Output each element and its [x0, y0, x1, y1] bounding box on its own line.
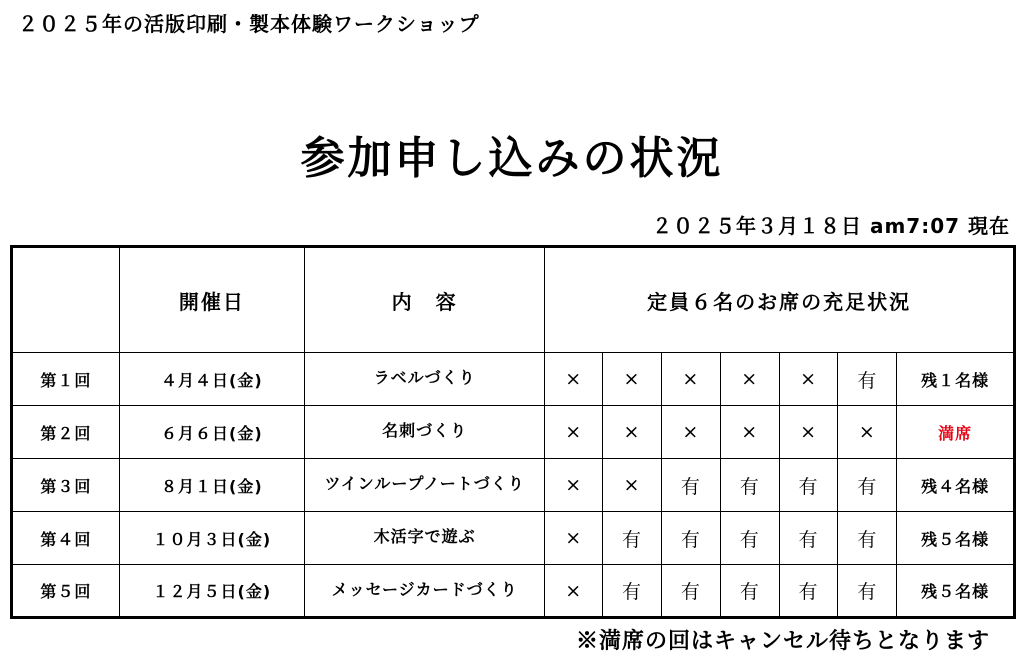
seat-status-cell: × [545, 459, 603, 512]
status-timestamp: ２０２５年３月１８日 am7:07 現在 [651, 214, 1010, 238]
remaining-seats-cell: 残５名様 [897, 512, 1015, 565]
seat-status-cell: × [545, 565, 603, 618]
seat-status-cell: × [603, 459, 662, 512]
table-row [12, 512, 1015, 565]
header-content: 内 容 [305, 247, 545, 353]
date-cell: １２月５日(金) [119, 565, 304, 618]
remaining-seats-cell: 満席 [897, 406, 1015, 459]
session-cell: 第３回 [12, 459, 120, 512]
seat-status-cell: 有 [661, 459, 720, 512]
session-cell: 第４回 [12, 512, 120, 565]
page-title: 参加申し込みの状況 [300, 133, 724, 184]
seat-status-cell: × [545, 512, 603, 565]
seat-status-cell: 有 [838, 353, 897, 406]
seat-status-cell: × [545, 406, 603, 459]
date-cell: ８月１日(金) [119, 459, 304, 512]
seat-status-cell: × [603, 406, 662, 459]
seat-status-cell: 有 [720, 565, 779, 618]
content-cell: 木活字で遊ぶ [305, 512, 545, 565]
seat-status-cell: 有 [720, 512, 779, 565]
seat-status-cell: 有 [720, 459, 779, 512]
seat-status-cell: × [720, 353, 779, 406]
table-row [12, 565, 1015, 618]
seat-status-cell: × [545, 353, 603, 406]
seat-status-cell: × [661, 353, 720, 406]
seat-status-cell: × [779, 406, 838, 459]
waitlist-note: ※満席の回はキャンセル待ちとなります [575, 628, 990, 654]
seat-status-cell: 有 [603, 512, 662, 565]
seat-status-cell: × [838, 406, 897, 459]
event-title: ２０２５年の活版印刷・製本体験ワークショップ [18, 12, 480, 36]
table-row [12, 406, 1015, 459]
session-cell: 第５回 [12, 565, 120, 618]
seat-status-cell: 有 [603, 565, 662, 618]
header-seat-status: 定員６名のお席の充足状況 [545, 247, 1015, 353]
content-cell: ラベルづくり [305, 353, 545, 406]
remaining-seats-cell: 残１名様 [897, 353, 1015, 406]
seat-status-cell: × [720, 406, 779, 459]
seat-status-cell: 有 [779, 459, 838, 512]
table-header-row [12, 247, 1015, 353]
header-date: 開催日 [119, 247, 304, 353]
content-cell: ツインループノートづくり [305, 459, 545, 512]
header-session [12, 247, 120, 353]
session-cell: 第２回 [12, 406, 120, 459]
table-row [12, 353, 1015, 406]
seat-status-cell: 有 [661, 512, 720, 565]
date-cell: ６月６日(金) [119, 406, 304, 459]
seat-status-cell: 有 [779, 512, 838, 565]
seat-status-cell: 有 [779, 565, 838, 618]
date-cell: １０月３日(金) [119, 512, 304, 565]
seat-status-cell: 有 [838, 459, 897, 512]
content-cell: 名刺づくり [305, 406, 545, 459]
seat-status-cell: 有 [661, 565, 720, 618]
content-cell: メッセージカードづくり [305, 565, 545, 618]
seat-status-cell: 有 [838, 565, 897, 618]
remaining-seats-cell: 残４名様 [897, 459, 1015, 512]
seat-status-cell: × [661, 406, 720, 459]
table-row [12, 459, 1015, 512]
reservation-status-table [10, 245, 1016, 619]
seat-status-cell: × [603, 353, 662, 406]
seat-status-cell: 有 [838, 512, 897, 565]
date-cell: ４月４日(金) [119, 353, 304, 406]
remaining-seats-cell: 残５名様 [897, 565, 1015, 618]
seat-status-cell: × [779, 353, 838, 406]
session-cell: 第１回 [12, 353, 120, 406]
